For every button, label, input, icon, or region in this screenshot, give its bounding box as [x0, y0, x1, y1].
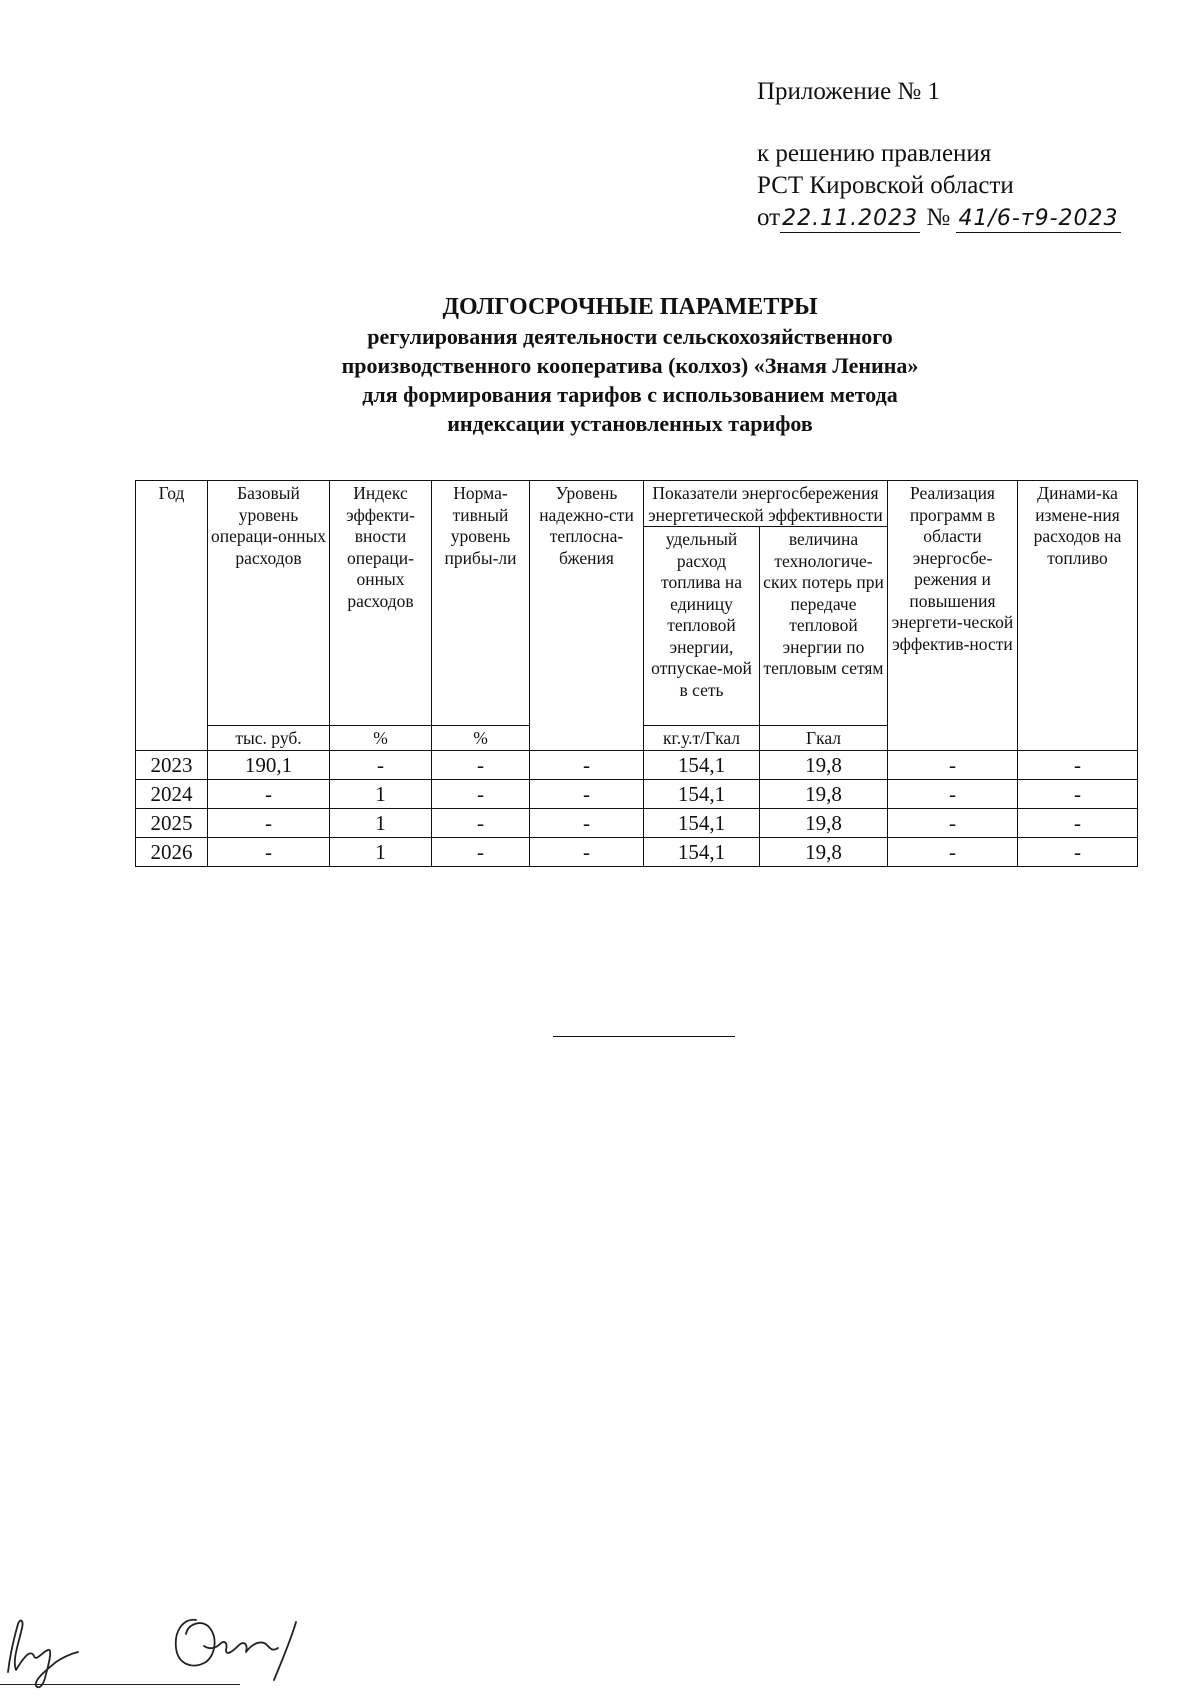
cell-efficiency-index: 1: [330, 808, 432, 837]
cell-programs: -: [888, 779, 1018, 808]
closing-divider: [553, 1036, 735, 1037]
cell-fuel-dynamics: -: [1018, 837, 1138, 866]
cell-year: 2026: [136, 837, 208, 866]
cell-profit-level: -: [432, 779, 530, 808]
cell-heat-losses: 19,8: [760, 808, 888, 837]
cell-fuel-consumption: 154,1: [644, 750, 760, 779]
appendix-block: [757, 76, 1121, 234]
cell-efficiency-index: -: [330, 750, 432, 779]
cell-fuel-consumption: 154,1: [644, 808, 760, 837]
appendix-line-decision: к решению правления: [757, 140, 992, 167]
header-fuel-dynamics: Динами-ка измене-ния расходов на топливо: [1018, 481, 1138, 751]
cell-fuel-dynamics: -: [1018, 779, 1138, 808]
handwritten-signatures: [0, 1600, 420, 1697]
cell-programs: -: [888, 750, 1018, 779]
header-reliability: Уровень надежно-сти теплосна-бжения: [530, 481, 644, 751]
appendix-title: Приложение № 1: [757, 78, 941, 105]
cell-efficiency-index: 1: [330, 837, 432, 866]
parameters-table: [135, 480, 1138, 867]
cell-year: 2025: [136, 808, 208, 837]
header-efficiency-index: Индекс эффекти-вности операци-онных расходов: [330, 481, 432, 726]
heading-line-3: производственного кооператива (колхоз) «Знамя Ленина»: [341, 353, 919, 378]
cell-base-opex: 190,1: [208, 750, 330, 779]
cell-year: 2023: [136, 750, 208, 779]
signature-initials: [8, 1621, 78, 1688]
header-year: Год: [136, 481, 208, 751]
handwritten-date: 22.11.2023: [782, 206, 919, 231]
header-programs: Реализация программ в области энергосбе-режения и повышения энергети-ческой эффектив-ности: [888, 481, 1018, 751]
appendix-gap: [757, 108, 1121, 138]
cell-fuel-consumption: 154,1: [644, 837, 760, 866]
cell-programs: -: [888, 837, 1018, 866]
table-row: [136, 779, 1138, 808]
cell-profit-level: -: [432, 750, 530, 779]
cell-heat-losses: 19,8: [760, 779, 888, 808]
cell-fuel-consumption: 154,1: [644, 779, 760, 808]
cell-heat-losses: 19,8: [760, 837, 888, 866]
header-fuel-consumption: удельный расход топлива на единицу тепловой энергии, отпускае-мой в сеть: [644, 527, 760, 726]
unit-fuel-consumption: кг.у.т/Гкал: [644, 726, 760, 751]
cell-reliability: -: [530, 779, 644, 808]
cell-base-opex: -: [208, 779, 330, 808]
table-row: [136, 808, 1138, 837]
cell-programs: -: [888, 808, 1018, 837]
heading-line-5: индексации установленных тарифов: [447, 411, 813, 436]
table-row: [136, 750, 1138, 779]
cell-year: 2024: [136, 779, 208, 808]
cell-base-opex: -: [208, 808, 330, 837]
table-row: [136, 837, 1138, 866]
header-energy-saving-group: Показатели энергосбережения энергетической эффективности: [644, 481, 888, 527]
appendix-line-authority: РСТ Кировской области: [757, 172, 1014, 199]
unit-profit-level: %: [432, 726, 530, 751]
unit-efficiency-index: %: [330, 726, 432, 751]
from-label: от: [757, 204, 781, 231]
heading-line-2: регулирования деятельности сельскохозяйственного: [367, 324, 893, 349]
number-label: №: [926, 204, 951, 231]
cell-fuel-dynamics: -: [1018, 808, 1138, 837]
unit-base-opex: тыс. руб.: [208, 726, 330, 751]
header-base-opex: Базовый уровень операци-онных расходов: [208, 481, 330, 726]
appendix-date-line: [757, 202, 1121, 234]
cell-heat-losses: 19,8: [760, 750, 888, 779]
signature-main: [176, 1620, 296, 1680]
cell-reliability: -: [530, 750, 644, 779]
unit-heat-losses: Гкал: [760, 726, 888, 751]
signature-baseline: [0, 1684, 240, 1685]
cell-fuel-dynamics: -: [1018, 750, 1138, 779]
cell-reliability: -: [530, 837, 644, 866]
cell-profit-level: -: [432, 808, 530, 837]
cell-base-opex: -: [208, 837, 330, 866]
handwritten-number: 41/6-т9-2023: [958, 206, 1119, 231]
heading-line-4: для формирования тарифов с использованием метода: [362, 382, 898, 407]
heading-line-1: ДОЛГОСРОЧНЫЕ ПАРАМЕТРЫ: [442, 294, 818, 320]
cell-reliability: -: [530, 808, 644, 837]
cell-profit-level: -: [432, 837, 530, 866]
document-heading: [130, 292, 1130, 438]
header-heat-losses: величина технологиче-ских потерь при передаче тепловой энергии по тепловым сетям: [760, 527, 888, 726]
cell-efficiency-index: 1: [330, 779, 432, 808]
header-profit-level: Норма-тивный уровень прибы-ли: [432, 481, 530, 726]
